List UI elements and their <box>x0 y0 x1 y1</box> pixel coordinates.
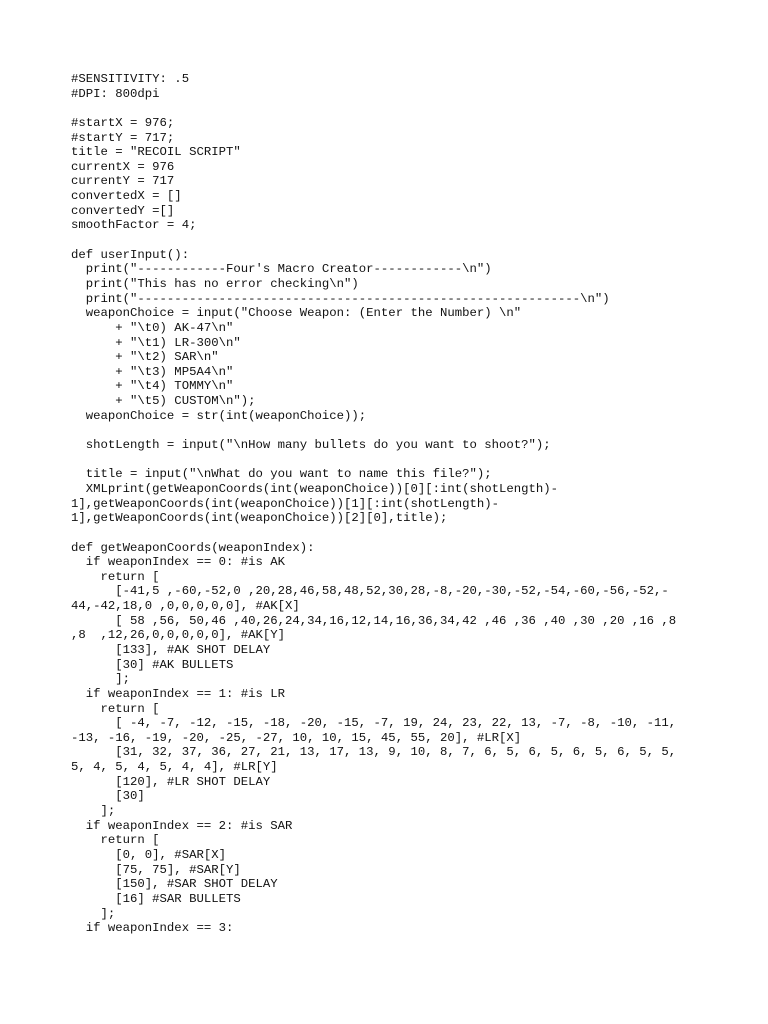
code-line <box>71 453 711 468</box>
code-line: print("------------Four's Macro Creator------------\n") <box>71 262 492 277</box>
code-line <box>71 101 711 116</box>
code-line: ]; <box>71 672 131 687</box>
code-line: ]; <box>71 804 116 819</box>
code-line: [75, 75], #SAR[Y] <box>71 862 241 877</box>
code-line: 1],getWeaponCoords(int(weaponChoice))[1][:int(shotLength)- <box>71 496 500 511</box>
code-line <box>71 233 711 248</box>
code-line: [ -4, -7, -12, -15, -18, -20, -15, -7, 19, 24, 23, 22, 13, -7, -8, -10, -11, <box>71 716 677 731</box>
code-line: print("This has no error checking\n") <box>71 276 359 291</box>
code-line: weaponChoice = input("Choose Weapon: (Enter the Number) \n" <box>71 306 522 321</box>
code-line: [ 58 ,56, 50,46 ,40,26,24,34,16,12,14,16,36,34,42 ,46 ,36 ,40 ,30 ,20 ,16 ,8 <box>71 613 677 628</box>
code-line: currentX = 976 <box>71 159 175 174</box>
code-line: + "\t1) LR-300\n" <box>71 335 241 350</box>
code-line: [30] <box>71 789 145 804</box>
code-line: ]; <box>71 906 116 921</box>
code-line: #SENSITIVITY: .5 <box>71 72 190 86</box>
code-line: shotLength = input("\nHow many bullets do you want to shoot?"); <box>71 438 551 453</box>
code-line: + "\t0) AK-47\n" <box>71 320 234 335</box>
code-line: + "\t5) CUSTOM\n"); <box>71 394 256 409</box>
code-line: if weaponIndex == 1: #is LR <box>71 686 286 701</box>
code-line: [16] #SAR BULLETS <box>71 891 241 906</box>
code-line: XMLprint(getWeaponCoords(int(weaponChoice))[0][:int(shotLength)- <box>71 481 559 496</box>
code-line: #DPI: 800dpi <box>71 86 160 101</box>
code-line: 44,-42,18,0 ,0,0,0,0,0], #AK[X] <box>71 599 300 614</box>
code-line: if weaponIndex == 2: #is SAR <box>71 818 293 833</box>
code-line: 5, 4, 5, 4, 5, 4, 4], #LR[Y] <box>71 760 278 775</box>
code-line: 1],getWeaponCoords(int(weaponChoice))[2][0],title); <box>71 511 448 526</box>
code-line: [133], #AK SHOT DELAY <box>71 642 271 657</box>
code-listing <box>71 72 711 936</box>
code-line: weaponChoice = str(int(weaponChoice)); <box>71 408 367 423</box>
code-line: title = input("\nWhat do you want to name this file?"); <box>71 467 492 482</box>
code-line: smoothFactor = 4; <box>71 218 197 233</box>
code-line: [-41,5 ,-60,-52,0 ,20,28,46,58,48,52,30,28,-8,-20,-30,-52,-54,-60,-56,-52,- <box>71 584 669 599</box>
code-line: + "\t4) TOMMY\n" <box>71 379 234 394</box>
code-line: return [ <box>71 701 160 716</box>
code-line: + "\t2) SAR\n" <box>71 350 219 365</box>
code-line: return [ <box>71 569 160 584</box>
code-line: [0, 0], #SAR[X] <box>71 847 226 862</box>
code-line: ,8 ,12,26,0,0,0,0,0], #AK[Y] <box>71 628 286 643</box>
code-line: convertedY =[] <box>71 203 175 218</box>
code-line: def getWeaponCoords(weaponIndex): <box>71 540 315 555</box>
code-line: -13, -16, -19, -20, -25, -27, 10, 10, 15, 45, 55, 20], #LR[X] <box>71 730 522 745</box>
code-line: print("------------------------------------------------------------\n") <box>71 291 610 306</box>
code-line: currentY = 717 <box>71 174 175 189</box>
code-line: #startX = 976; <box>71 115 175 130</box>
code-line: [31, 32, 37, 36, 27, 21, 13, 17, 13, 9, 10, 8, 7, 6, 5, 6, 5, 6, 5, 6, 5, 5, <box>71 745 677 760</box>
code-line: if weaponIndex == 3: <box>71 921 234 936</box>
code-line: if weaponIndex == 0: #is AK <box>71 555 286 570</box>
code-line <box>71 423 711 438</box>
code-line: [120], #LR SHOT DELAY <box>71 774 271 789</box>
code-line: title = "RECOIL SCRIPT" <box>71 145 241 160</box>
code-line: [30] #AK BULLETS <box>71 657 234 672</box>
code-line: def userInput(): <box>71 247 190 262</box>
code-line: convertedX = [] <box>71 189 182 204</box>
code-line: return [ <box>71 833 160 848</box>
code-line: #startY = 717; <box>71 130 175 145</box>
code-line: [150], #SAR SHOT DELAY <box>71 877 278 892</box>
code-line <box>71 526 711 541</box>
code-line: + "\t3) MP5A4\n" <box>71 364 234 379</box>
